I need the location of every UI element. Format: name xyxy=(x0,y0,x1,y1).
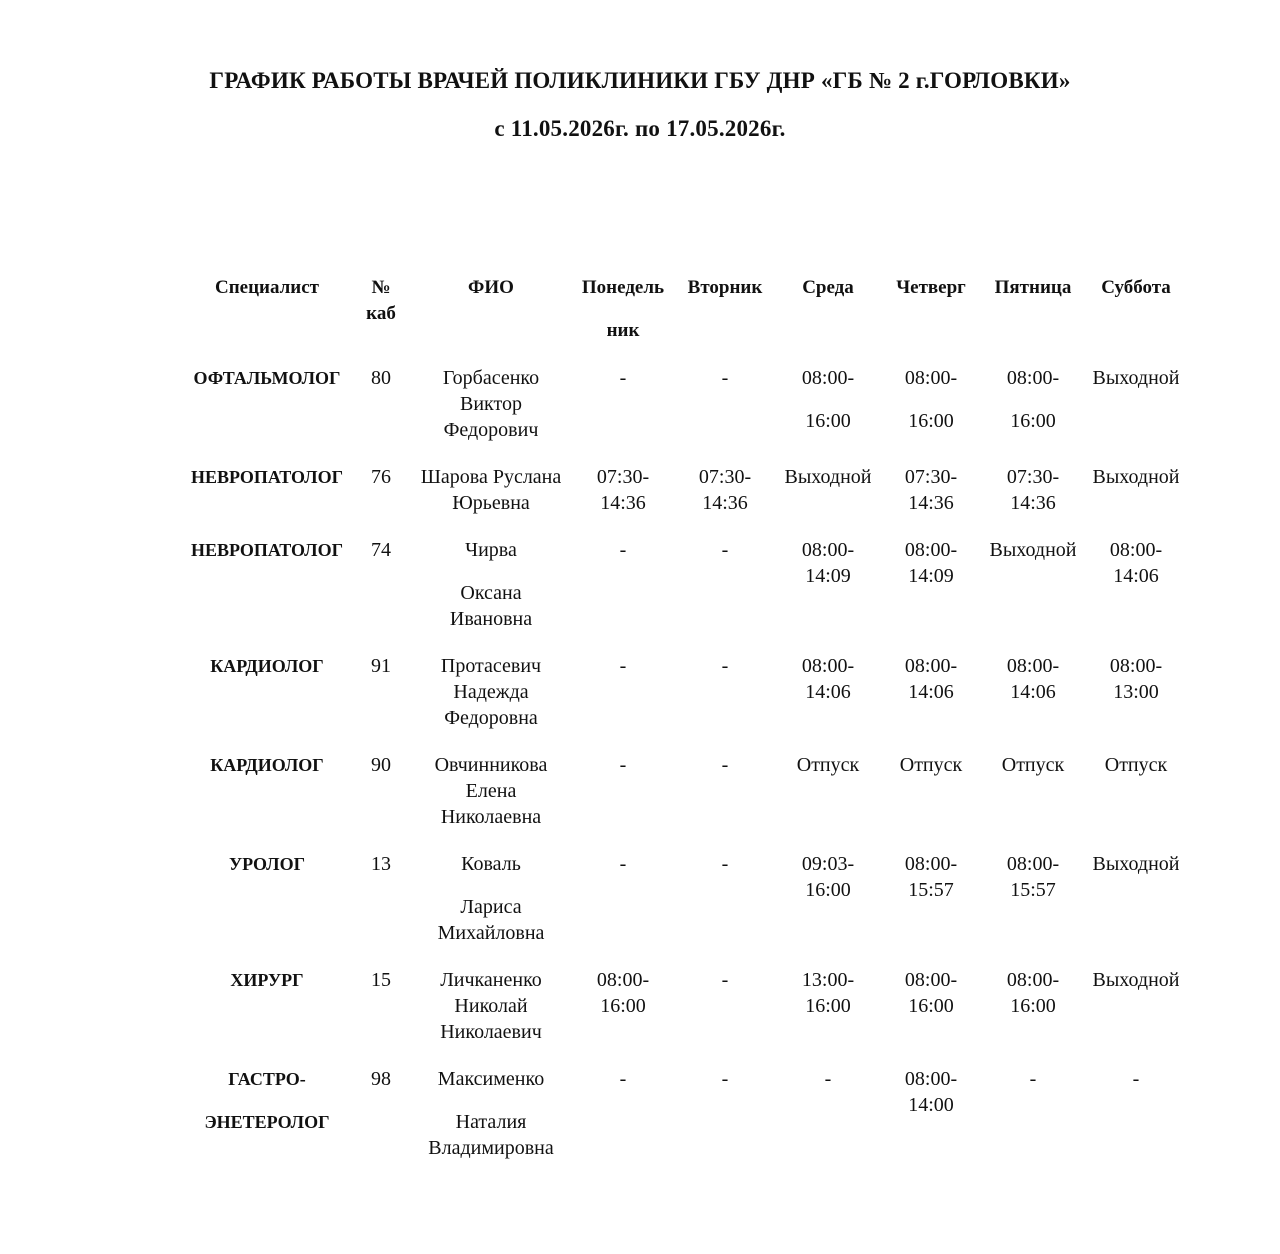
cell-line: - xyxy=(721,655,729,677)
cell-line: Лариса xyxy=(460,896,522,918)
friday-cell xyxy=(984,653,1082,705)
cell-line: Выходной xyxy=(1092,466,1180,488)
cell-line: 07:30- xyxy=(904,466,958,488)
cell-line: 76 xyxy=(371,466,391,488)
specialist-cell xyxy=(186,851,348,877)
cell-line: ГАСТРО- xyxy=(228,1069,306,1089)
cell-line: 16:00 xyxy=(1010,410,1056,432)
fio-cell xyxy=(412,464,570,516)
header-tuesday: Вторник xyxy=(687,277,763,298)
cell-line: Личканенко xyxy=(440,969,542,991)
cell-line: 16:00 xyxy=(600,995,646,1017)
cell-line: 08:00- xyxy=(1006,853,1060,875)
cell-line: Выходной xyxy=(1092,969,1180,991)
tuesday-cell xyxy=(676,464,774,516)
fio-cell xyxy=(412,752,570,830)
cell-line: 08:00- xyxy=(1006,655,1060,677)
cell-line: 13:00- xyxy=(801,969,855,991)
cell-line: 14:06 xyxy=(805,681,851,703)
cell-line: 08:00- xyxy=(1109,655,1163,677)
cell-line: Выходной xyxy=(1092,853,1180,875)
cell-line: - xyxy=(1029,1068,1037,1090)
cell-line: 16:00 xyxy=(908,410,954,432)
room-cell xyxy=(352,752,410,778)
wednesday-cell xyxy=(779,1066,877,1092)
room-cell xyxy=(352,537,410,563)
tuesday-cell xyxy=(676,967,774,993)
wednesday-cell xyxy=(779,464,877,490)
friday-cell xyxy=(984,464,1082,516)
thursday-cell xyxy=(882,464,980,516)
cell-line: Протасевич xyxy=(440,655,542,677)
fio-cell xyxy=(412,365,570,443)
monday-cell xyxy=(574,653,672,679)
cell-line: 80 xyxy=(371,367,391,389)
cell-line: - xyxy=(1132,1068,1140,1090)
saturday-cell xyxy=(1083,967,1189,993)
cell-line: Чирва xyxy=(465,539,517,561)
cell-line: 08:00- xyxy=(1006,969,1060,991)
saturday-cell xyxy=(1083,851,1189,877)
room-cell xyxy=(352,653,410,679)
room-cell xyxy=(352,464,410,490)
cell-line: 08:00- xyxy=(904,539,958,561)
header-saturday: Суббота xyxy=(1101,277,1171,298)
cell-line: 16:00 xyxy=(908,995,954,1017)
cell-line: 08:00- xyxy=(801,367,855,389)
tuesday-cell xyxy=(676,752,774,778)
friday-cell xyxy=(984,851,1082,903)
cell-line: - xyxy=(721,754,729,776)
cell-line: Николай xyxy=(454,995,528,1017)
cell-line: Отпуск xyxy=(1001,754,1065,776)
cell-line: Овчинникова xyxy=(434,754,548,776)
cell-line: Коваль xyxy=(461,853,521,875)
wednesday-cell xyxy=(779,967,877,1019)
cell-line: 14:06 xyxy=(1010,681,1056,703)
cell-line: - xyxy=(619,367,627,389)
cell-line: КАРДИОЛОГ xyxy=(210,656,324,676)
cell-line: Федорович xyxy=(443,419,539,441)
room-cell xyxy=(352,967,410,993)
cell-line: - xyxy=(721,853,729,875)
header-monday xyxy=(574,275,672,344)
cell-line: 15:57 xyxy=(908,879,954,901)
cell-line: 15 xyxy=(371,969,391,991)
saturday-cell xyxy=(1083,752,1189,778)
page-title: ГРАФИК РАБОТЫ ВРАЧЕЙ ПОЛИКЛИНИКИ ГБУ ДНР «ГБ № 2 г.ГОРЛОВКИ» xyxy=(209,68,1071,93)
cell-line: Выходной xyxy=(784,466,872,488)
cell-line: 07:30- xyxy=(1006,466,1060,488)
header-friday: Пятница xyxy=(994,277,1072,298)
tuesday-cell xyxy=(676,537,774,563)
cell-line: КАРДИОЛОГ xyxy=(210,755,324,775)
cell-line: 14:00 xyxy=(908,1094,954,1116)
cell-line: 08:00- xyxy=(801,655,855,677)
cell-line: 08:00- xyxy=(904,367,958,389)
thursday-cell xyxy=(882,851,980,903)
monday-cell xyxy=(574,537,672,563)
thursday-cell xyxy=(882,1066,980,1118)
cell-line: 08:00- xyxy=(1006,367,1060,389)
cell-line: - xyxy=(721,539,729,561)
cell-line: 14:36 xyxy=(908,492,954,514)
cell-line: Николаевич xyxy=(440,1021,542,1043)
monday-cell xyxy=(574,967,672,1019)
room-cell xyxy=(352,365,410,391)
cell-line: - xyxy=(619,539,627,561)
cell-line: Ивановна xyxy=(449,608,533,630)
fio-cell xyxy=(412,851,570,946)
cell-line: 74 xyxy=(371,539,391,561)
cell-line: Отпуск xyxy=(899,754,963,776)
cell-line: Владимировна xyxy=(428,1137,554,1159)
cell-line: Максименко xyxy=(437,1068,545,1090)
specialist-cell xyxy=(186,752,348,778)
saturday-cell xyxy=(1083,537,1189,589)
fio-cell xyxy=(412,1066,570,1161)
monday-cell xyxy=(574,752,672,778)
cell-line: 07:30- xyxy=(596,466,650,488)
wednesday-cell xyxy=(779,653,877,705)
cell-line: 07:30- xyxy=(698,466,752,488)
cell-line: Михайловна xyxy=(437,922,545,944)
header-fio: ФИО xyxy=(468,277,514,298)
cell-line: Федоровна xyxy=(444,707,538,729)
cell-line: Отпуск xyxy=(1104,754,1168,776)
cell-line: 14:09 xyxy=(805,565,851,587)
cell-line: Елена xyxy=(465,780,517,802)
cell-line: 98 xyxy=(371,1068,391,1090)
saturday-cell xyxy=(1083,365,1189,391)
header-wednesday: Среда xyxy=(802,277,854,298)
cell-line: ОФТАЛЬМОЛОГ xyxy=(193,368,341,388)
cell-line: Выходной xyxy=(1092,367,1180,389)
cell-line: - xyxy=(824,1068,832,1090)
cell-line: Выходной xyxy=(989,539,1077,561)
thursday-cell xyxy=(882,365,980,434)
friday-cell xyxy=(984,752,1082,778)
cell-line: Наталия xyxy=(455,1111,527,1133)
cell-line: 16:00 xyxy=(1010,995,1056,1017)
tuesday-cell xyxy=(676,653,774,679)
cell-line: 14:06 xyxy=(908,681,954,703)
wednesday-cell xyxy=(779,365,877,434)
specialist-cell xyxy=(186,464,348,490)
header-monday-line2: ник xyxy=(606,320,640,341)
monday-cell xyxy=(574,464,672,516)
cell-line: 90 xyxy=(371,754,391,776)
cell-line: 14:09 xyxy=(908,565,954,587)
cell-line: УРОЛОГ xyxy=(228,854,306,874)
cell-line: НЕВРОПАТОЛОГ xyxy=(190,467,344,487)
cell-line: 16:00 xyxy=(805,995,851,1017)
thursday-cell xyxy=(882,537,980,589)
specialist-cell xyxy=(186,537,348,563)
cell-line: Оксана xyxy=(460,582,522,604)
tuesday-cell xyxy=(676,851,774,877)
thursday-cell xyxy=(882,967,980,1019)
cell-line: 08:00- xyxy=(801,539,855,561)
monday-cell xyxy=(574,851,672,877)
room-cell xyxy=(352,1066,410,1092)
fio-cell xyxy=(412,537,570,632)
cell-line: 13:00 xyxy=(1113,681,1159,703)
friday-cell xyxy=(984,365,1082,434)
cell-line: 16:00 xyxy=(805,410,851,432)
cell-line: 13 xyxy=(371,853,391,875)
cell-line: Шарова Руслана xyxy=(420,466,562,488)
specialist-cell xyxy=(186,967,348,993)
cell-line: - xyxy=(619,655,627,677)
wednesday-cell xyxy=(779,537,877,589)
room-cell xyxy=(352,851,410,877)
cell-line: ХИРУРГ xyxy=(230,970,304,990)
monday-cell xyxy=(574,1066,672,1092)
tuesday-cell xyxy=(676,1066,774,1092)
cell-line: 08:00- xyxy=(904,1068,958,1090)
cell-line: Отпуск xyxy=(796,754,860,776)
cell-line: Николаевна xyxy=(440,806,542,828)
cell-line: - xyxy=(721,367,729,389)
tuesday-cell xyxy=(676,365,774,391)
monday-cell xyxy=(574,365,672,391)
header-room-line2: каб xyxy=(366,303,396,324)
wednesday-cell xyxy=(779,851,877,903)
cell-line: ЭНЕТЕРОЛОГ xyxy=(204,1112,330,1132)
cell-line: 16:00 xyxy=(805,879,851,901)
cell-line: Юрьевна xyxy=(452,492,530,514)
friday-cell xyxy=(984,537,1082,563)
cell-line: Горбасенко xyxy=(442,367,540,389)
specialist-cell xyxy=(186,653,348,679)
cell-line: 15:57 xyxy=(1010,879,1056,901)
friday-cell xyxy=(984,1066,1082,1092)
cell-line: - xyxy=(619,754,627,776)
period-subtitle: с 11.05.2026г. по 17.05.2026г. xyxy=(494,116,786,141)
cell-line: 09:03- xyxy=(801,853,855,875)
fio-cell xyxy=(412,653,570,731)
thursday-cell xyxy=(882,752,980,778)
specialist-cell xyxy=(186,365,348,391)
fio-cell xyxy=(412,967,570,1045)
cell-line: 08:00- xyxy=(904,655,958,677)
cell-line: 08:00- xyxy=(904,853,958,875)
cell-line: 08:00- xyxy=(904,969,958,991)
cell-line: 14:36 xyxy=(600,492,646,514)
saturday-cell xyxy=(1083,653,1189,705)
cell-line: - xyxy=(619,1068,627,1090)
cell-line: - xyxy=(619,853,627,875)
header-room-line1: № xyxy=(371,277,391,298)
friday-cell xyxy=(984,967,1082,1019)
specialist-cell xyxy=(186,1066,348,1135)
thursday-cell xyxy=(882,653,980,705)
header-thursday: Четверг xyxy=(896,277,966,298)
cell-line: 91 xyxy=(371,655,391,677)
cell-line: - xyxy=(721,1068,729,1090)
cell-line: 14:06 xyxy=(1113,565,1159,587)
wednesday-cell xyxy=(779,752,877,778)
cell-line: НЕВРОПАТОЛОГ xyxy=(190,540,344,560)
cell-line: Надежда xyxy=(453,681,529,703)
header-monday-line1: Понедель xyxy=(581,277,665,298)
saturday-cell xyxy=(1083,1066,1189,1092)
cell-line: 14:36 xyxy=(1010,492,1056,514)
cell-line: Виктор xyxy=(460,393,522,415)
header-room xyxy=(352,275,410,327)
cell-line: 08:00- xyxy=(596,969,650,991)
cell-line: 14:36 xyxy=(702,492,748,514)
saturday-cell xyxy=(1083,464,1189,490)
header-specialist: Специалист xyxy=(214,277,320,298)
cell-line: - xyxy=(721,969,729,991)
cell-line: 08:00- xyxy=(1109,539,1163,561)
